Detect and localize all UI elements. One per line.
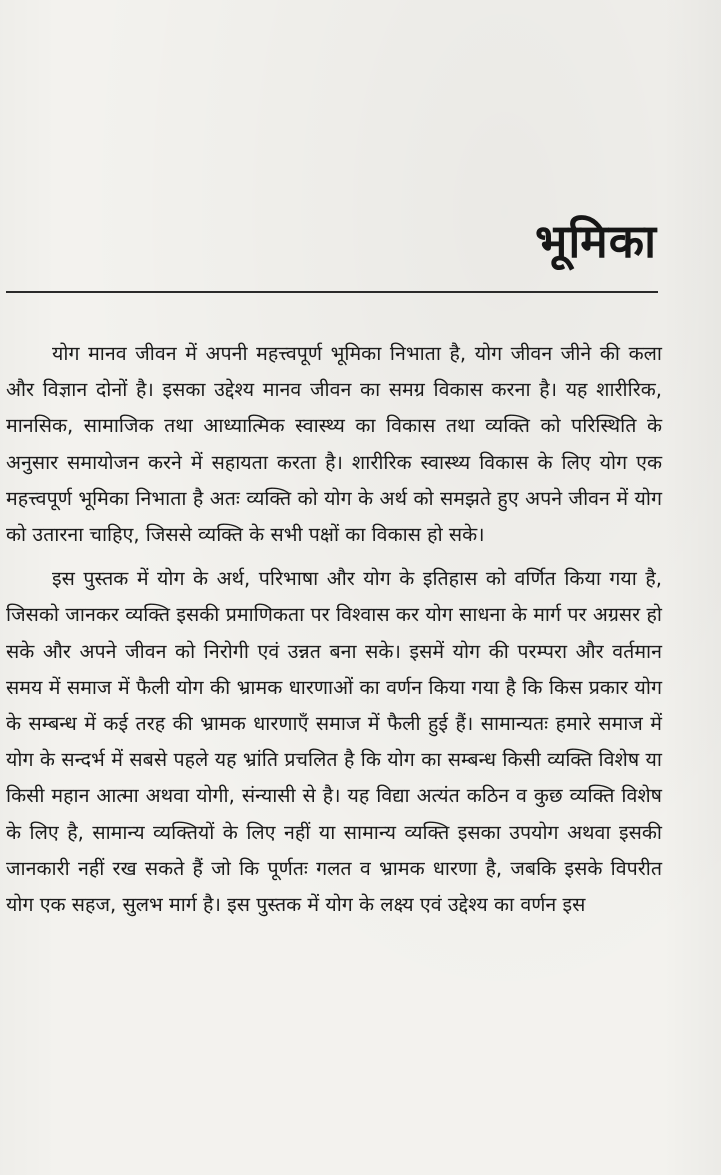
heading-rule	[6, 291, 658, 293]
body-text	[6, 336, 662, 923]
paragraph-2: इस पुस्तक में योग के अर्थ, परिभाषा और योग के इतिहास को वर्णित किया गया है, जिसको जानकर व्यक्ति इसकी प्रमाणिकता पर विश्वास कर योग साधना के मार्ग पर अग्रसर हो सके और अपने जीवन को निरोगी एवं उन्नत बना सके। इसमें योग की परम्परा और वर्तमान समय में समाज में फैली योग की भ्रामक धारणाओं का वर्णन किया गया है कि किस प्रकार योग के सम्बन्ध में कई तरह की भ्रामक धारणाएँ समाज में फैली हुई हैं। सामान्यतः हमारे समाज में योग के सन्दर्भ में सबसे पहले यह भ्रांति प्रचलित है कि योग का सम्बन्ध किसी व्यक्ति विशेष या किसी महान आत्मा अथवा योगी, संन्यासी से है। यह विद्या अत्यंत कठिन व कुछ व्यक्ति विशेष के लिए है, सामान्य व्यक्तियों के लिए नहीं या सामान्य व्यक्ति इसका उपयोग अथवा इसकी जानकारी नहीं रख सकते हैं जो कि पूर्णतः गलत व भ्रामक धारणा है, जबकि इसके विपरीत योग एक सहज, सुलभ मार्ग है। इस पुस्तक में योग के लक्ष्य एवं उद्देश्य का वर्णन इस	[6, 567, 662, 917]
paragraph-1: योग मानव जीवन में अपनी महत्त्वपूर्ण भूमिका निभाता है, योग जीवन जीने की कला और विज्ञान दोनों है। इसका उद्देश्य मानव जीवन का समग्र विकास करना है। यह शारीरिक, मानसिक, सामाजिक तथा आध्यात्मिक स्वास्थ्य का विकास तथा व्यक्ति को परिस्थिति के अनुसार समायोजन करने में सहायता करता है। शारीरिक स्वास्थ्य विकास के लिए योग एक महत्त्वपूर्ण भूमिका निभाता है अतः व्यक्ति को योग के अर्थ को समझते हुए अपने जीवन में योग को उतारना चाहिए, जिससे व्यक्ति के सभी पक्षों का विकास हो सके।	[6, 342, 662, 547]
chapter-heading: भूमिका	[534, 214, 657, 268]
